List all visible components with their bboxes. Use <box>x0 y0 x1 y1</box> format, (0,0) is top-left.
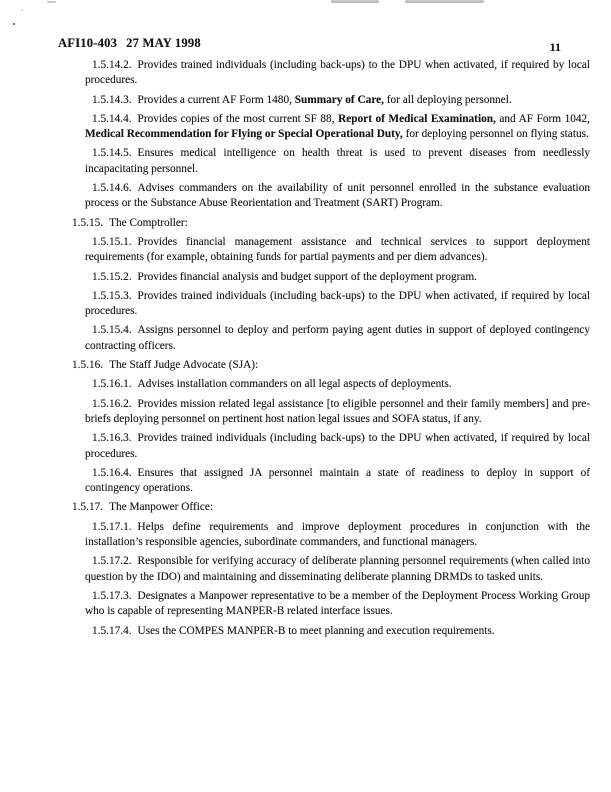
paragraph-1.5.16.2 <box>85 397 590 428</box>
paragraph-1.5.16.3 <box>85 431 590 462</box>
para-text: for deploying personnel on flying status. <box>402 128 589 141</box>
para-number: 1.5.15.1. <box>92 235 132 248</box>
para-number: 1.5.15.2. <box>92 270 132 283</box>
paragraph-1.5.14.5 <box>85 146 590 177</box>
para-text-bold: Summary of Care, <box>294 93 384 106</box>
para-text: Assigns personnel to deploy and perform paying agent duties in support of deployed contingency contracting officers. <box>85 324 590 352</box>
paragraph-1.5.15.4 <box>85 323 590 354</box>
para-text: Provides copies of the most current SF 88, <box>137 112 339 125</box>
doc-id: AFI10-403 <box>58 36 118 50</box>
para-number: 1.5.14.5. <box>92 147 132 160</box>
para-number: 1.5.14.6. <box>92 182 132 195</box>
paragraph-1.5.16.4 <box>85 466 590 497</box>
para-number: 1.5.17.3. <box>92 589 132 602</box>
scan-speck <box>47 1 56 3</box>
paragraph-1.5.16.1 <box>85 377 590 392</box>
paragraph-1.5.17.3 <box>85 589 590 620</box>
para-number: 1.5.16. <box>72 359 104 372</box>
para-text: Uses the COMPES MANPER-B to meet planning and execution requirements. <box>137 624 495 637</box>
paragraph-1.5.15.2 <box>85 270 590 285</box>
para-text: Advises installation commanders on all legal aspects of deployments. <box>137 378 452 391</box>
para-text-bold: Medical Recommendation for Flying or Special Operational Duty, <box>85 128 403 141</box>
para-number: 1.5.15. <box>72 216 104 229</box>
para-text: Provides a current AF Form 1480, <box>137 93 295 106</box>
para-text: Provides trained individuals (including back-ups) to the DPU when activated, if required by local procedures. <box>85 289 590 318</box>
para-text: Provides trained individuals (including back-ups) to the DPU when activated, if required by local procedures. <box>85 432 590 460</box>
body-text <box>72 58 591 639</box>
para-text: and AF Form 1042, <box>495 112 591 125</box>
para-number: 1.5.14.3. <box>92 93 132 106</box>
para-number: 1.5.14.2. <box>92 59 132 71</box>
para-text: Provides mission related legal assistance [to eligible personnel and their family members] and pre-briefs deploying personnel on pertinent host nation legal issues and SOFA status, if any. <box>85 397 590 425</box>
para-text: The Comptroller: <box>109 216 188 229</box>
para-number: 1.5.17.1. <box>92 520 132 533</box>
paragraph-1.5.15.1 <box>85 235 590 266</box>
paragraph-1.5.14.4 <box>85 112 590 143</box>
paragraph-1.5.15.3 <box>85 289 590 320</box>
para-number: 1.5.16.3. <box>92 432 132 445</box>
para-text: The Staff Judge Advocate (SJA): <box>109 359 259 372</box>
scan-speck <box>13 23 15 25</box>
para-text: Ensures that assigned JA personnel maintain a state of readiness to deploy in support of contingency operations. <box>85 466 590 495</box>
para-number: 1.5.17.4. <box>92 624 132 637</box>
para-number: 1.5.17. <box>72 501 104 514</box>
scan-artifact-bar <box>331 0 379 3</box>
para-text-bold: Report of Medical Examination, <box>338 112 496 125</box>
paragraph-1.5.17.1 <box>85 520 590 551</box>
para-number: 1.5.16.4. <box>92 466 132 479</box>
para-number: 1.5.16.2. <box>92 397 132 410</box>
paragraph-1.5.14.2 <box>85 58 590 89</box>
paragraph-1.5.17.2 <box>85 554 590 585</box>
para-text: Helps define requirements and improve deployment procedures in conjunction with the installation’s responsible agencies, subordinate commanders, and functional managers. <box>85 520 590 549</box>
scan-artifact-bar <box>405 0 484 3</box>
para-text: Provides financial analysis and budget support of the deployment program. <box>137 270 478 283</box>
para-text: Ensures medical intelligence on health threat is used to prevent diseases from needlessly incapacitating personnel. <box>85 147 590 175</box>
para-number: 1.5.14.4. <box>92 112 132 125</box>
para-text: Designates a Manpower representative to be a member of the Deployment Process Working Group who is capable of representing MANPER-B related interface issues. <box>85 589 590 618</box>
page-header <box>58 36 201 51</box>
paragraph-1.5.17 <box>72 500 590 515</box>
para-text: Responsible for verifying accuracy of deliberate planning personnel requirements (when called into question by the IDO) and maintaining and disseminating deliberate planning DRMDs to tasked units. <box>85 555 590 583</box>
paragraph-1.5.17.4 <box>85 624 590 639</box>
paragraph-1.5.15 <box>72 216 590 231</box>
para-text: The Manpower Office: <box>109 501 214 514</box>
para-text: Provides financial management assistance and technical services to support deployment requirements (for example, obtaining funds for partial payments and per diem advances). <box>85 235 590 264</box>
para-number: 1.5.17.2. <box>92 555 132 568</box>
paragraph-1.5.14.3 <box>85 93 590 108</box>
scan-speck <box>21 9 23 11</box>
page-number: 11 <box>549 40 561 54</box>
para-text: Advises commanders on the availability of unit personnel enrolled in the substance evaluation process or the Substance Abuse Reorientation and Treatment (SART) Program. <box>85 182 590 210</box>
para-number: 1.5.16.1. <box>92 378 132 391</box>
para-text: Provides trained individuals (including back-ups) to the DPU when activated, if required by local procedures. <box>85 59 590 87</box>
paragraph-1.5.14.6 <box>85 181 590 212</box>
paragraph-1.5.16 <box>72 358 590 373</box>
para-number: 1.5.15.3. <box>92 289 132 302</box>
para-text: for all deploying personnel. <box>383 93 512 106</box>
doc-date: 27 MAY 1998 <box>126 36 201 50</box>
para-number: 1.5.15.4. <box>92 324 132 337</box>
